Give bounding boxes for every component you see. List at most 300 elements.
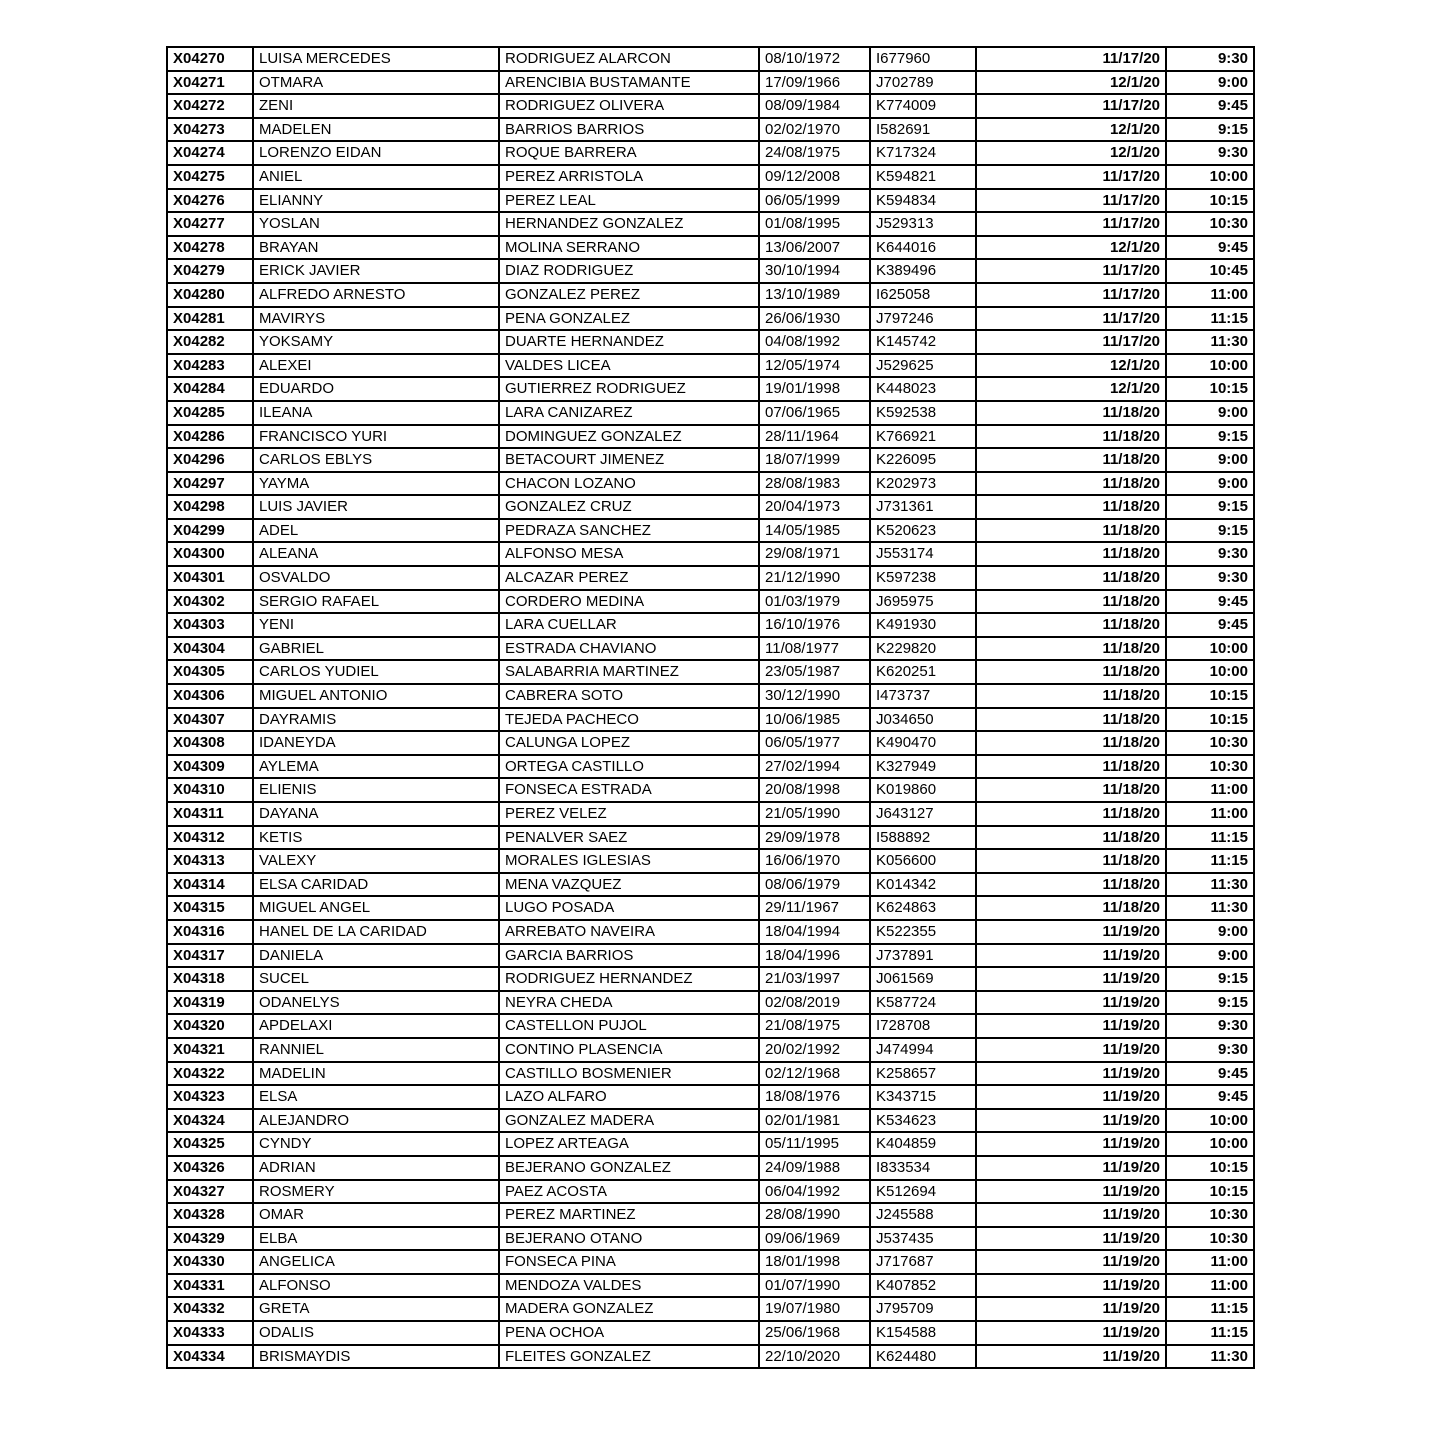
appointment-time-cell: 10:00 [1166,660,1254,684]
first-name-cell: ALEANA [253,542,499,566]
last-name-cell: PENALVER SAEZ [499,826,759,850]
birth-date-cell: 13/06/2007 [759,236,870,260]
id-cell: X04317 [167,944,253,968]
appointment-date-cell: 11/18/20 [976,896,1166,920]
table-row [167,212,1254,236]
first-name-cell: MADELEN [253,118,499,142]
last-name-cell: FLEITES GONZALEZ [499,1345,759,1369]
id-cell: X04273 [167,118,253,142]
table-row [167,519,1254,543]
table-row [167,141,1254,165]
birth-date-cell: 25/06/1968 [759,1321,870,1345]
birth-date-cell: 29/08/1971 [759,542,870,566]
appointment-date-cell: 11/18/20 [976,425,1166,449]
appointment-date-cell: 11/19/20 [976,1014,1166,1038]
document-number-cell: J034650 [870,708,976,732]
appointment-time-cell: 11:30 [1166,896,1254,920]
document-number-cell: J529625 [870,354,976,378]
last-name-cell: BEJERANO OTANO [499,1227,759,1251]
first-name-cell: CARLOS EBLYS [253,448,499,472]
id-cell: X04272 [167,94,253,118]
appointment-date-cell: 11/19/20 [976,967,1166,991]
document-number-cell: K343715 [870,1085,976,1109]
first-name-cell: ERICK JAVIER [253,259,499,283]
appointment-date-cell: 11/19/20 [976,920,1166,944]
first-name-cell: OTMARA [253,71,499,95]
appointment-date-cell: 11/17/20 [976,165,1166,189]
appointment-date-cell: 11/18/20 [976,873,1166,897]
appointment-date-cell: 11/19/20 [976,944,1166,968]
first-name-cell: APDELAXI [253,1014,499,1038]
last-name-cell: LAZO ALFARO [499,1085,759,1109]
last-name-cell: GONZALEZ PEREZ [499,283,759,307]
appointment-time-cell: 11:00 [1166,778,1254,802]
appointment-date-cell: 12/1/20 [976,71,1166,95]
table-row [167,1109,1254,1133]
appointment-date-cell: 11/18/20 [976,778,1166,802]
id-cell: X04283 [167,354,253,378]
document-number-cell: K766921 [870,425,976,449]
last-name-cell: PAEZ ACOSTA [499,1180,759,1204]
birth-date-cell: 06/05/1999 [759,189,870,213]
last-name-cell: NEYRA CHEDA [499,991,759,1015]
first-name-cell: BRISMAYDIS [253,1345,499,1369]
first-name-cell: GRETA [253,1297,499,1321]
last-name-cell: LOPEZ ARTEAGA [499,1132,759,1156]
birth-date-cell: 16/06/1970 [759,849,870,873]
appointment-date-cell: 11/18/20 [976,542,1166,566]
first-name-cell: ANIEL [253,165,499,189]
document-number-cell: J795709 [870,1297,976,1321]
appointment-time-cell: 11:00 [1166,283,1254,307]
id-cell: X04305 [167,660,253,684]
appointment-time-cell: 11:00 [1166,1250,1254,1274]
document-number-cell: K145742 [870,330,976,354]
first-name-cell: ELBA [253,1227,499,1251]
last-name-cell: LARA CUELLAR [499,613,759,637]
table-row [167,1274,1254,1298]
appointment-time-cell: 10:00 [1166,1109,1254,1133]
document-number-cell: J061569 [870,967,976,991]
appointment-date-cell: 11/19/20 [976,1297,1166,1321]
birth-date-cell: 06/04/1992 [759,1180,870,1204]
appointment-date-cell: 11/18/20 [976,401,1166,425]
first-name-cell: CARLOS YUDIEL [253,660,499,684]
appointment-date-cell: 12/1/20 [976,118,1166,142]
birth-date-cell: 12/05/1974 [759,354,870,378]
appointment-time-cell: 10:30 [1166,1203,1254,1227]
document-number-cell: J731361 [870,495,976,519]
table-row [167,1297,1254,1321]
appointment-time-cell: 9:00 [1166,920,1254,944]
table-row [167,708,1254,732]
last-name-cell: CONTINO PLASENCIA [499,1038,759,1062]
appointment-date-cell: 11/18/20 [976,826,1166,850]
appointment-date-cell: 11/19/20 [976,1345,1166,1369]
document-number-cell: K404859 [870,1132,976,1156]
table-row [167,542,1254,566]
appointment-date-cell: 11/17/20 [976,212,1166,236]
id-cell: X04312 [167,826,253,850]
document-number-cell: K644016 [870,236,976,260]
appointment-date-cell: 11/18/20 [976,495,1166,519]
table-row [167,354,1254,378]
document-number-cell: K448023 [870,377,976,401]
appointment-time-cell: 11:15 [1166,826,1254,850]
document-number-cell: K226095 [870,448,976,472]
appointment-time-cell: 9:45 [1166,94,1254,118]
last-name-cell: FONSECA ESTRADA [499,778,759,802]
last-name-cell: ORTEGA CASTILLO [499,755,759,779]
last-name-cell: ALFONSO MESA [499,542,759,566]
document-number-cell: K202973 [870,472,976,496]
appointment-time-cell: 10:00 [1166,1132,1254,1156]
document-number-cell: K624863 [870,896,976,920]
table-row [167,1180,1254,1204]
last-name-cell: DOMINGUEZ GONZALEZ [499,425,759,449]
appointment-time-cell: 9:00 [1166,401,1254,425]
appointment-time-cell: 11:30 [1166,330,1254,354]
table-row [167,896,1254,920]
last-name-cell: BARRIOS BARRIOS [499,118,759,142]
birth-date-cell: 08/09/1984 [759,94,870,118]
document-number-cell: K594821 [870,165,976,189]
first-name-cell: FRANCISCO YURI [253,425,499,449]
id-cell: X04326 [167,1156,253,1180]
appointment-time-cell: 9:30 [1166,1014,1254,1038]
appointment-time-cell: 11:15 [1166,849,1254,873]
table-row [167,1321,1254,1345]
id-cell: X04301 [167,566,253,590]
document-number-cell: K056600 [870,849,976,873]
table-row [167,849,1254,873]
appointment-time-cell: 9:30 [1166,47,1254,71]
first-name-cell: ALFREDO ARNESTO [253,283,499,307]
id-cell: X04280 [167,283,253,307]
appointment-date-cell: 11/19/20 [976,1274,1166,1298]
appointment-time-cell: 9:15 [1166,495,1254,519]
id-cell: X04325 [167,1132,253,1156]
appointment-date-cell: 11/19/20 [976,1109,1166,1133]
first-name-cell: YOSLAN [253,212,499,236]
document-number-cell: I833534 [870,1156,976,1180]
appointment-time-cell: 10:15 [1166,684,1254,708]
last-name-cell: PEREZ MARTINEZ [499,1203,759,1227]
appointment-time-cell: 9:15 [1166,967,1254,991]
first-name-cell: VALEXY [253,849,499,873]
table-row [167,189,1254,213]
id-cell: X04331 [167,1274,253,1298]
document-number-cell: J245588 [870,1203,976,1227]
last-name-cell: RODRIGUEZ OLIVERA [499,94,759,118]
document-number-cell: I677960 [870,47,976,71]
document-number-cell: I588892 [870,826,976,850]
last-name-cell: CASTILLO BOSMENIER [499,1062,759,1086]
table-row [167,920,1254,944]
first-name-cell: CYNDY [253,1132,499,1156]
id-cell: X04306 [167,684,253,708]
last-name-cell: RODRIGUEZ HERNANDEZ [499,967,759,991]
appointment-date-cell: 11/19/20 [976,1132,1166,1156]
table-row [167,637,1254,661]
appointment-date-cell: 11/19/20 [976,1085,1166,1109]
id-cell: X04286 [167,425,253,449]
appointment-time-cell: 10:30 [1166,731,1254,755]
table-row [167,259,1254,283]
table-row [167,873,1254,897]
id-cell: X04311 [167,802,253,826]
document-number-cell: J702789 [870,71,976,95]
table-row [167,660,1254,684]
appointment-time-cell: 10:00 [1166,637,1254,661]
document-number-cell: I582691 [870,118,976,142]
appointment-date-cell: 11/18/20 [976,755,1166,779]
appointment-time-cell: 9:00 [1166,448,1254,472]
first-name-cell: ZENI [253,94,499,118]
id-cell: X04274 [167,141,253,165]
appointment-time-cell: 9:00 [1166,71,1254,95]
last-name-cell: GONZALEZ MADERA [499,1109,759,1133]
first-name-cell: ANGELICA [253,1250,499,1274]
last-name-cell: MORALES IGLESIAS [499,849,759,873]
id-cell: X04299 [167,519,253,543]
table-row [167,472,1254,496]
id-cell: X04329 [167,1227,253,1251]
id-cell: X04314 [167,873,253,897]
first-name-cell: ROSMERY [253,1180,499,1204]
document-number-cell: J474994 [870,1038,976,1062]
birth-date-cell: 04/08/1992 [759,330,870,354]
last-name-cell: CALUNGA LOPEZ [499,731,759,755]
document-number-cell: K717324 [870,141,976,165]
first-name-cell: MAVIRYS [253,307,499,331]
appointment-time-cell: 9:30 [1166,542,1254,566]
appointment-date-cell: 11/17/20 [976,94,1166,118]
table-row [167,944,1254,968]
table-row [167,47,1254,71]
id-cell: X04324 [167,1109,253,1133]
appointments-table-body [167,47,1254,1368]
birth-date-cell: 23/05/1987 [759,660,870,684]
document-number-cell: K534623 [870,1109,976,1133]
birth-date-cell: 07/06/1965 [759,401,870,425]
last-name-cell: ROQUE BARRERA [499,141,759,165]
document-number-cell: J695975 [870,590,976,614]
first-name-cell: GABRIEL [253,637,499,661]
first-name-cell: LUISA MERCEDES [253,47,499,71]
document-number-cell: J529313 [870,212,976,236]
birth-date-cell: 29/09/1978 [759,826,870,850]
birth-date-cell: 11/08/1977 [759,637,870,661]
appointment-time-cell: 9:30 [1166,141,1254,165]
last-name-cell: ARREBATO NAVEIRA [499,920,759,944]
table-row [167,307,1254,331]
last-name-cell: TEJEDA PACHECO [499,708,759,732]
birth-date-cell: 09/06/1969 [759,1227,870,1251]
first-name-cell: DAYRAMIS [253,708,499,732]
birth-date-cell: 28/11/1964 [759,425,870,449]
birth-date-cell: 10/06/1985 [759,708,870,732]
birth-date-cell: 09/12/2008 [759,165,870,189]
appointment-time-cell: 9:15 [1166,991,1254,1015]
last-name-cell: CASTELLON PUJOL [499,1014,759,1038]
first-name-cell: IDANEYDA [253,731,499,755]
last-name-cell: GARCIA BARRIOS [499,944,759,968]
last-name-cell: FONSECA PINA [499,1250,759,1274]
birth-date-cell: 18/01/1998 [759,1250,870,1274]
table-row [167,991,1254,1015]
table-row [167,1345,1254,1369]
document-number-cell: J797246 [870,307,976,331]
id-cell: X04275 [167,165,253,189]
id-cell: X04284 [167,377,253,401]
first-name-cell: ADRIAN [253,1156,499,1180]
document-number-cell: K587724 [870,991,976,1015]
last-name-cell: PEREZ LEAL [499,189,759,213]
appointment-date-cell: 11/18/20 [976,613,1166,637]
id-cell: X04310 [167,778,253,802]
appointment-date-cell: 11/19/20 [976,1156,1166,1180]
table-row [167,118,1254,142]
first-name-cell: BRAYAN [253,236,499,260]
table-row [167,566,1254,590]
appointment-time-cell: 10:15 [1166,377,1254,401]
id-cell: X04323 [167,1085,253,1109]
id-cell: X04303 [167,613,253,637]
birth-date-cell: 28/08/1983 [759,472,870,496]
appointments-table-container [166,46,1255,1369]
appointment-time-cell: 10:45 [1166,259,1254,283]
birth-date-cell: 02/02/1970 [759,118,870,142]
document-number-cell: K620251 [870,660,976,684]
birth-date-cell: 08/10/1972 [759,47,870,71]
appointment-time-cell: 9:30 [1166,566,1254,590]
first-name-cell: YENI [253,613,499,637]
table-row [167,590,1254,614]
table-row [167,613,1254,637]
birth-date-cell: 20/08/1998 [759,778,870,802]
birth-date-cell: 01/08/1995 [759,212,870,236]
table-row [167,1062,1254,1086]
document-number-cell: K407852 [870,1274,976,1298]
birth-date-cell: 02/08/2019 [759,991,870,1015]
last-name-cell: PEREZ VELEZ [499,802,759,826]
id-cell: X04281 [167,307,253,331]
document-number-cell: K258657 [870,1062,976,1086]
appointment-time-cell: 10:15 [1166,1180,1254,1204]
last-name-cell: MENA VAZQUEZ [499,873,759,897]
document-number-cell: K490470 [870,731,976,755]
appointment-time-cell: 10:15 [1166,1156,1254,1180]
document-number-cell: K014342 [870,873,976,897]
first-name-cell: SERGIO RAFAEL [253,590,499,614]
document-number-cell: K592538 [870,401,976,425]
birth-date-cell: 22/10/2020 [759,1345,870,1369]
id-cell: X04315 [167,896,253,920]
table-row [167,425,1254,449]
birth-date-cell: 27/02/1994 [759,755,870,779]
appointment-time-cell: 10:30 [1166,755,1254,779]
birth-date-cell: 26/06/1930 [759,307,870,331]
table-row [167,755,1254,779]
first-name-cell: ELSA CARIDAD [253,873,499,897]
last-name-cell: HERNANDEZ GONZALEZ [499,212,759,236]
birth-date-cell: 14/05/1985 [759,519,870,543]
table-row [167,967,1254,991]
appointment-date-cell: 11/19/20 [976,1250,1166,1274]
birth-date-cell: 17/09/1966 [759,71,870,95]
document-number-cell: J643127 [870,802,976,826]
first-name-cell: RANNIEL [253,1038,499,1062]
id-cell: X04327 [167,1180,253,1204]
appointment-date-cell: 11/17/20 [976,189,1166,213]
id-cell: X04296 [167,448,253,472]
appointment-date-cell: 11/18/20 [976,448,1166,472]
first-name-cell: LUIS JAVIER [253,495,499,519]
birth-date-cell: 13/10/1989 [759,283,870,307]
first-name-cell: ODALIS [253,1321,499,1345]
first-name-cell: YOKSAMY [253,330,499,354]
last-name-cell: DUARTE HERNANDEZ [499,330,759,354]
appointment-date-cell: 11/18/20 [976,590,1166,614]
first-name-cell: AYLEMA [253,755,499,779]
birth-date-cell: 21/12/1990 [759,566,870,590]
first-name-cell: OMAR [253,1203,499,1227]
id-cell: X04316 [167,920,253,944]
document-number-cell: K522355 [870,920,976,944]
last-name-cell: DIAZ RODRIGUEZ [499,259,759,283]
birth-date-cell: 08/06/1979 [759,873,870,897]
birth-date-cell: 02/01/1981 [759,1109,870,1133]
first-name-cell: DANIELA [253,944,499,968]
birth-date-cell: 21/08/1975 [759,1014,870,1038]
table-row [167,1014,1254,1038]
birth-date-cell: 30/12/1990 [759,684,870,708]
birth-date-cell: 20/02/1992 [759,1038,870,1062]
first-name-cell: SUCEL [253,967,499,991]
id-cell: X04320 [167,1014,253,1038]
first-name-cell: ADEL [253,519,499,543]
id-cell: X04304 [167,637,253,661]
appointment-time-cell: 9:45 [1166,590,1254,614]
first-name-cell: ALEJANDRO [253,1109,499,1133]
table-row [167,1227,1254,1251]
last-name-cell: BEJERANO GONZALEZ [499,1156,759,1180]
table-row [167,165,1254,189]
first-name-cell: ALEXEI [253,354,499,378]
id-cell: X04332 [167,1297,253,1321]
birth-date-cell: 01/07/1990 [759,1274,870,1298]
birth-date-cell: 18/07/1999 [759,448,870,472]
id-cell: X04285 [167,401,253,425]
table-row [167,377,1254,401]
appointment-time-cell: 10:15 [1166,189,1254,213]
first-name-cell: OSVALDO [253,566,499,590]
appointment-time-cell: 9:30 [1166,1038,1254,1062]
table-row [167,684,1254,708]
last-name-cell: GUTIERREZ RODRIGUEZ [499,377,759,401]
first-name-cell: MADELIN [253,1062,499,1086]
appointment-time-cell: 11:00 [1166,1274,1254,1298]
appointment-time-cell: 10:30 [1166,1227,1254,1251]
table-row [167,94,1254,118]
id-cell: X04282 [167,330,253,354]
table-row [167,71,1254,95]
appointment-time-cell: 9:00 [1166,944,1254,968]
id-cell: X04300 [167,542,253,566]
birth-date-cell: 19/01/1998 [759,377,870,401]
document-number-cell: K229820 [870,637,976,661]
